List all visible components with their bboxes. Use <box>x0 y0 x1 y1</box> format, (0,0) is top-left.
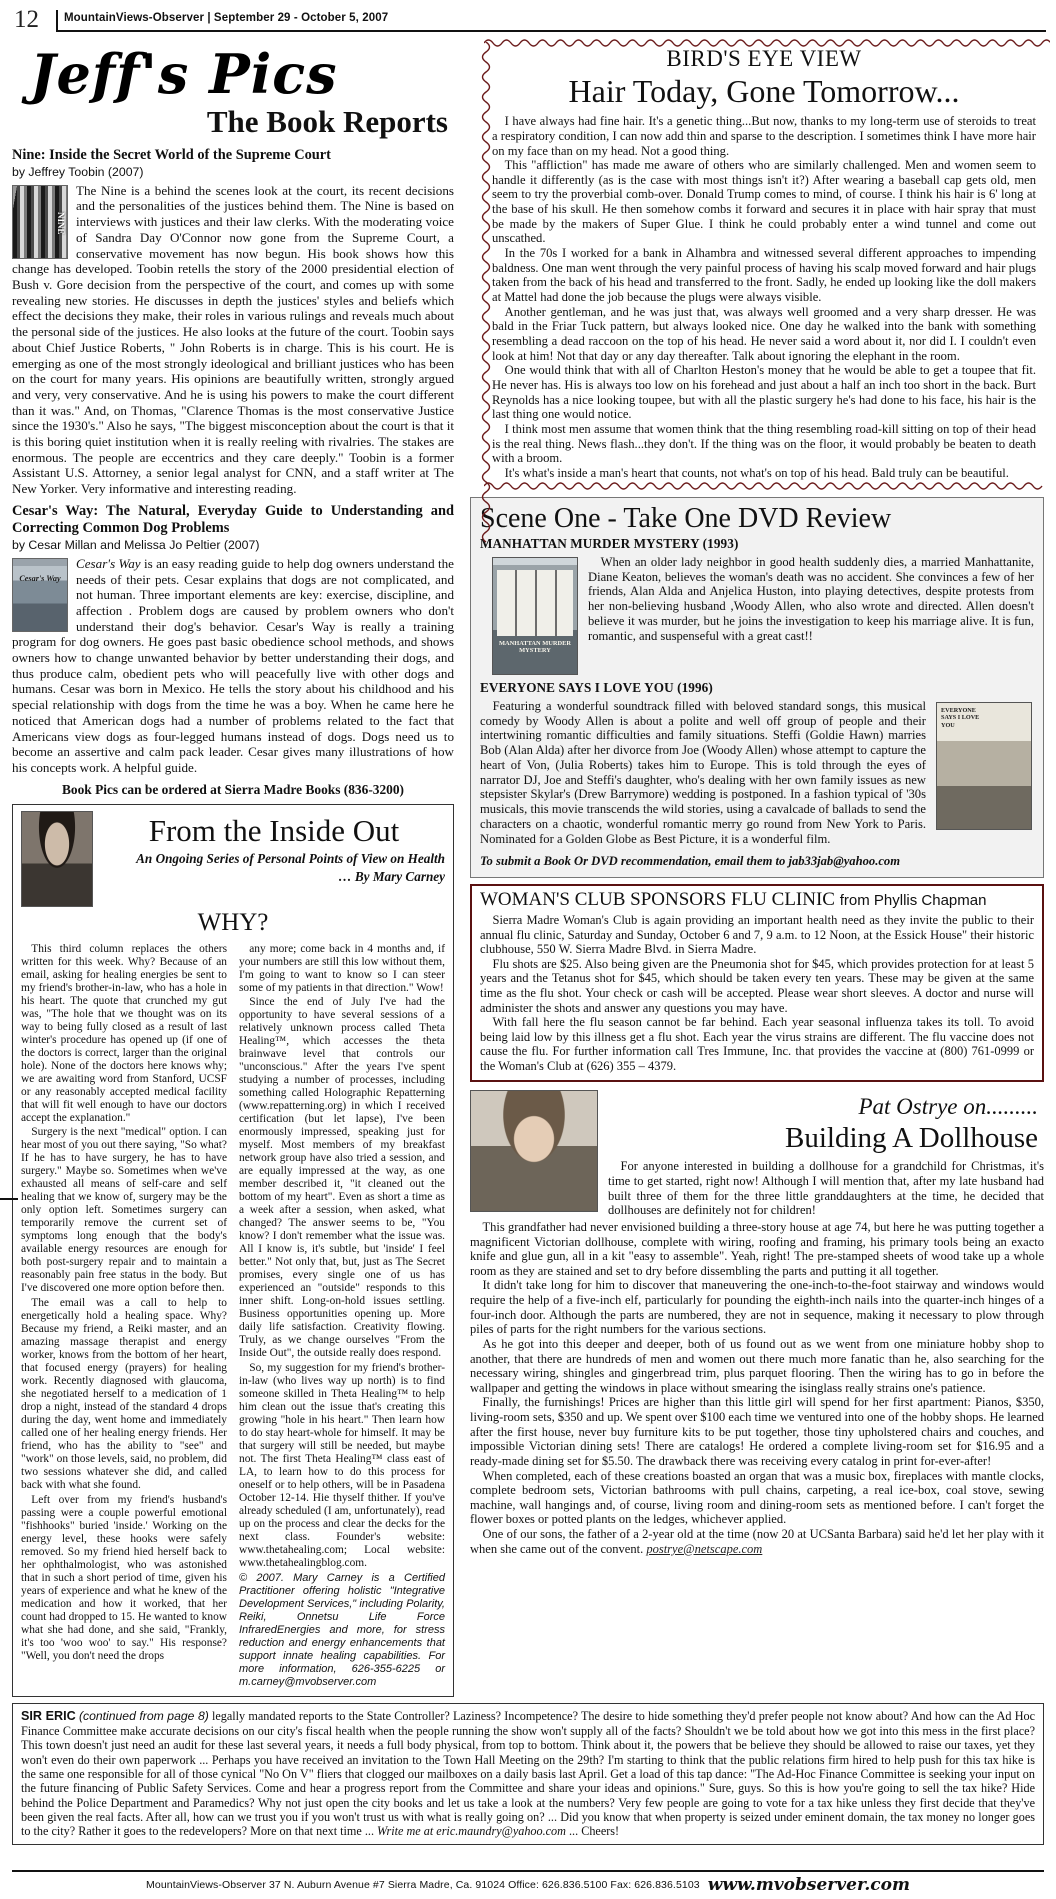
book-author: by Cesar Millan and Melissa Jo Peltier (2007) <box>12 537 260 552</box>
womans-club-flu-clinic-section <box>470 884 1044 1082</box>
book-cover-nine-icon <box>12 185 68 259</box>
headline-credit: from Phyllis Chapman <box>839 892 987 910</box>
birds-eye-view-headline: Hair Today, Gone Tomorrow... <box>568 73 960 109</box>
sir-eric-section <box>12 1703 1044 1845</box>
inside-out-titles <box>103 811 445 885</box>
paragraph: So, my suggestion for my friend's brother-in-law (who lives way up north) is to find someone skilled in Theta Healing™ to help him clean out the issue that's creating this growing "hole in his heart." Then learn how to do stay heart-whole for himself. It may be that surgery will still be needed, but maybe not. The first Theta Healing™ class east of LA, to learn how to do this process for oneself or to help others, will be in Pasadena October 12-14. Hie thyself thither. If you've already scheduled (I am, unfortunately), read up on the process and clear the decks for the next class. Founder's website: www.thetahealing.com; Local website: www.thetahealingblog.com. <box>239 1362 445 1570</box>
paragraph: In the 70s I worked for a bank in Alhambra and witnessed several different approaches to impending baldness. One man went through the very painful process of having his scalp moved forward and hair plugs taken from the back of his head and transferred to the front. Sadly, he ended up looking like the doll makers at Mattel had done the job because the plugs were always visible. <box>492 246 1036 305</box>
book-review-body <box>12 556 454 776</box>
birds-eye-view-section <box>470 38 1044 489</box>
paragraph: Left over from my friend's husband's passing were a couple powerful emotional "fishhooks" buried 'inside.' Working on the energy level, these hooks were safely removed. So my friend hied herself back to her ophthalmologist, who was astonished that in such a short period of time, given his years of experience and what he knew of the medication and how it worked, that her count had dropped to 15. He wanted to know what she had done, and she said, "Frankly, it's too 'woo woo' to say." His response? "Well, you don't need the drops <box>21 1493 227 1662</box>
paragraph: Since the end of July I've had the opportunity to have several sessions of a relatively unknown process called Theta Healing™, which accesses the theta brainwave level that controls our "unconscious." After the years I've spent studying a number of processes, including something called Holographic Repatterning (www.repatterning.org) in which I received certification (but let lapse), I've been enormously impressed, speaking just for myself. Most members of my breakfast network group have also tried a session, and are equally impressed at the way, as one member described it, "it cleaned out the bottom of my heart". Even as short a time as a week after a session, when asked, what changed? The answer seems to be, "You know? I don't remember what the issue was. All I know is, it's subtle, but 'inside' I feel better." Not only that, but, just as The Secret promises, every single one of us has experienced an "outside" responds to this inner shift. Long-on-hold issues settling. Business opportunities opening up. More daily life satisfaction. Creativity flowing. Truly, as we change ourselves "From the Inside Out", the outside really does respond. <box>239 996 445 1360</box>
author-portrait-icon <box>21 811 93 907</box>
footer-rule <box>12 1870 1044 1872</box>
paragraph: Another gentleman, and he was just that, was always well groomed and a very sharp dresser. He was bald in the Friar Tuck pattern, but always looked nice. One day he walked into the bank with something resembling a dead raccoon on the top of his head. He never said a word about it, nor did I. I couldn't even look at him! Not that day or any day thereafter. Talk about ignoring the elephant in the room. <box>492 304 1036 363</box>
book-review-body: The Nine is a behind the scenes look at the court, its recent decisions and the personalities of the justices behind them. The Nine is based on interviews with justices and their law clerks. With the moderating voice of Sandra Day O'Connor now gone from the Supreme Court, a conservative movement has now begun. His book shows how this change has developed. Toobin retells the story of the 2000 presidential election of Bush v. Gore decision from the perspective of the court, and comes up with some revealing new stories. He discusses in depth the justices' styles and beliefs which effect the decisions they make, their roles in various rulings and reveals much about the personal side of the justices. He also looks at the future of the court. Toobin says about Chief Justice Roberts, " John Roberts is in charge. This is his court. He is emerging as one of the most strongly ideological and brilliant justices who has been on the court for many years. His opinions are beautifully written, strongly argued and very, very conservative. And he is using his powers to make the court different than it was." And, on Thomas, "Clarence Thomas is the most conservative Justice since the 1930's." Also he says, "The biggest misconception about the court is that it is this boring quiet institution when it is really reeling with rivalries. The stakes are enormous. The people are eccentrics and they care deeply." Toobin is a former Assistant U.S. Attorney, a senior legal analyst for CNN, and a staff writer at The New Yorker. Very informative and interesting reading. <box>12 182 454 497</box>
pat-ostrye-body <box>470 1220 1044 1556</box>
pat-ostrye-intro <box>608 1159 1044 1218</box>
paragraph: When completed, each of these creations boasted an organ that was a music box, fireplaces with mantle clocks, complete bedroom sets, Victorian bathrooms with pull chains, carpeting, a real ice-box, coal stove, sewing machine, wall hangings and, of course, living room and dining-room sets as mentioned before. I can't forget the flower boxes or potted plants on the ledges, whichever applied. <box>470 1468 1044 1527</box>
sir-eric-signoff-end: ... Cheers! <box>569 1824 620 1839</box>
headline-text: WOMAN'S CLUB SPONSORS FLU CLINIC <box>480 889 835 911</box>
sir-eric-signoff: Write me at eric.maundry@yahoo.com <box>377 1824 566 1839</box>
paragraph: Featuring a wonderful soundtrack filled with beloved standard songs, this musical comedy by Woody Allen is about a polite and well off group of people and their intertwining romantic difficulties and family situations. Steffi (Goldie Hawn) marries Bob (Alan Alda) after her divorce from Joe (Woody Allen) whose attempt to capture the heart of Von, (Julia Roberts) takes him to Europe. This is told through the eyes of narrator DJ, Joe and Steffi's daughter, who's dealing with her own family issues as new stepsister Skylar's (Drew Barrymore) wedding is postponed. In a fashion typical of '30s musicals, this movie transcends the wild stories, using a cavalcade of ballads to send the characters on a chaotic, wonderful romantic merry go round from New York to Paris. Nominated for a Golden Globe as Best Picture, it is a wonderful film. <box>480 698 926 846</box>
paragraph: One would think that with all of Charlton Heston's money that he would be able to get a toupee that fit. He never has. His is always too low on his forehead and just about a half an inch too short in the back. Burt Reynolds has a nice looking toupee, but with all the plastic surgery he's had done to his face, his hair is the last thing one would notice. <box>492 363 1036 422</box>
dvd-submit-note: To submit a Book Or DVD recommendation, email them to jab33jab@yahoo.com <box>480 854 901 869</box>
inside-out-subtitle: An Ongoing Series of Personal Points of View on Health <box>136 851 445 867</box>
book-cover-cesars-way-icon <box>12 558 68 632</box>
left-column <box>12 38 464 1697</box>
paragraph: This grandfather had never envisioned building a three-story house at age 74, but here he was putting together a magnificent Victorian dollhouse, complete with wiring, roofing and framing, his primary tools being an exacto knife and glue gun, all in a kit "easy to assemble". Yeah, right! The pre-stamped sheets of wood take up a whole room as they are stained and set to dry before dissembling the parts and putting it all together. <box>470 1219 1044 1278</box>
paragraph-text: One of our sons, the father of a 2-year old at the time (now 20 at UCSanta Barbara) said he'd let her play with it when she came out of the convent. <box>470 1527 1044 1556</box>
dvd-cover-manhattan-murder-mystery-icon <box>492 557 578 675</box>
squiggle-border-top-icon <box>484 38 1050 48</box>
book-title-inline: Cesar's Way <box>76 555 141 571</box>
paragraph: Flu shots are $25. Also being given are the Pneumonia shot for $45, which provides protection for at least 5 years and the Tetanus shot for $45, which should be taken every ten years. These may be given at the same time as the flu shot. Your check or cash will be accepted. Please wear short sleeves. A doctor and nurse will administer the shots and answer any questions you may have. <box>480 956 1034 1015</box>
footer-website-url: www.mvobserver.com <box>707 1875 910 1895</box>
book-author: by Jeffrey Toobin (2007) <box>12 164 144 179</box>
paragraph: Sierra Madre Woman's Club is again providing an important health need as they invite the public to their annual flu clinic, Saturday and Sunday, October 6 and 7, 9 a.m. to 12 Noon, at the Essick House" their historic clubhouse, 550 W. Sierra Madre Blvd. in Sierra Madre. <box>480 913 1034 957</box>
paragraph: This third column replaces the others written for this week. Why? Because of an email, asking for healing energies be sent to my friend's brother-in-law, who has a hole in his heart. The quote that crunched my gut was, "The hole that we thought was on its way to being fully closed as a result of last winter's procedure has opened up (if one of the doctors is correct, larger than the original hole). None of the doctors here knows why; we are awaiting word from Stanford, UCSF or any reasonably accepted medical facility that will fit well enough to have our doctors accept the explanation." <box>21 942 227 1124</box>
dvd-cover-everyone-says-i-love-you-icon <box>936 702 1032 830</box>
book-review-text: is an easy reading guide to help dog owners understand the needs of their pets. Cesar explains that dogs are not complicated, and not human. Three important elements are key: exercise, discipline, and affection . Problem dogs are caused by problem owners who don't understand their dog's behavior. Cesar's Way is really a training program for dog owners. He goes past basic obedience school methods, and shows owners how to change unwanted behavior by better understanding their dogs, and thus produce calm, obedient pets who will peacefully live with other dogs and humans. Cesar was born in Mexico. He tells the story about his childhood and his special relationship with dogs from the time he was a boy. When he came here he noticed that American dogs had a number of problems related to the fact that Americans view dogs as four-legged humans instead of dogs. Dogs need us to become an assertive and calm pack leader. Cesar gives many illustrations of how his concepts work. A helpful guide. <box>12 555 454 775</box>
book-reports-title: The Book Reports <box>206 103 448 139</box>
dvd-film-heading: EVERYONE SAYS I LOVE YOU (1996) <box>480 679 713 695</box>
birds-eye-view-label: BIRD'S EYE VIEW <box>666 46 862 71</box>
inside-out-title: From the Inside Out <box>148 812 400 848</box>
paragraph: When an older lady neighbor in good health suddenly dies, a married Manhattanite, Diane Keaton, believes the woman's death was no accident. She convinces a few of her friends, Alan Alda and Anjelica Huston, into playing detectives, despite protests from her non-believing husband ,Woody Allen, who also wrote and directed. Allen doesn't believe it was murder, but he joins the investigation to keep his marriage alive. It is fun, romantic, and suspenseful with a great cast!! <box>588 554 1034 643</box>
masthead <box>0 8 1056 38</box>
squiggle-border-bottom-icon <box>484 481 1050 491</box>
book-order-line: Book Pics can be ordered at Sierra Madre Books (836-3200) <box>61 781 405 797</box>
sir-eric-body <box>21 1709 1035 1838</box>
inside-out-byline: … By Mary Carney <box>338 869 445 885</box>
paragraph: I have always had fine hair. It's a genetic thing...But now, thanks to my long-term use of steroids to treat a respiratory condition, I can now add thin and sparse to the description. I sometimes think I have more hair on my face than on my head. Not a good thing. <box>492 114 1036 158</box>
pat-ostrye-titles <box>608 1090 1044 1218</box>
page-number: 12 <box>14 6 39 33</box>
crop-mark <box>0 1198 18 1200</box>
pat-ostrye-header <box>470 1090 1044 1218</box>
email-link[interactable]: postrye@netscape.com <box>646 1541 763 1556</box>
womans-club-headline <box>480 890 1034 911</box>
inside-out-heading: WHY? <box>197 908 269 936</box>
paragraph <box>470 1527 1044 1556</box>
masthead-publication-line: MountainViews-Observer | September 29 - October 5, 2007 <box>64 12 389 24</box>
squiggle-border-left-icon <box>480 42 492 547</box>
inside-out-copyright-note: © 2007. Mary Carney is a Certified Practitioner offering holistic "Integrative Development Services," including Polarity, Reiki, Onnetsu Life Force InfraredEnergies and more, for stress reduction and energy enhancements that support innate healing capabilities. For more information, 626-355-6225 or m.carney@mvobserver.com <box>239 1571 445 1688</box>
paragraph: The email was a call to help to energetically hold a healing space. Why? Because my friend, a Reiki master, and an amazing massage therapist and energy worker, knows from the bottom of her heart, that focused energy (prayers) for healing work. Recently diagnosed with glaucoma, she negotiated herself to a medication of 1 drop a night, instead of the standard 4 drops during the day, went home and immediately called one of her healing energy friends. Her friend, who has the ability to "see" and "work" on those levels, said, no problem, did two sessions whatever she did, and called back with what she found. <box>21 1297 227 1492</box>
paragraph: For anyone interested in building a dollhouse for a grandchild for Christmas, it's time to get started, right now! Although I will mention that, after my late husband had built three of them for the three little granddaughters at the time, he decided that dollhouses are definitely not for children! <box>608 1159 1044 1218</box>
jeffs-pics-logo: Jeff's Pics <box>30 42 338 106</box>
right-column <box>464 38 1044 1697</box>
paragraph: As he got into this deeper and deeper, both of us found out as we went from one miniature hobby shop to another, that there are hundreds of men and women out there much more fanatic than he, also searching for the necessary wiring, shingles and gingerbread trim, plus parquet flooring. Then the wiring has to go in before the wallpaper and getting the windows in place without smearing the isinglass really strains one's patience. <box>470 1336 1044 1395</box>
paragraph: This "affliction" has made me aware of others who are similarly challenged. Men and women seem to handle it differently (as is the case with most things isn't it?) After wearing a baseball cap gets old, men seem to try the proverbial comb-over. Donald Trump comes to mind, of course. I think his hair is 6' long at the base of his skull. He then somehow combs it forward and secures it in place with hair spray that must be made by the makers of Super Glue. I think he could probably enter a wind tunnel and come out unscathed. <box>492 158 1036 246</box>
book-title: Nine: Inside the Secret World of the Supreme Court <box>12 146 331 163</box>
paragraph: With fall here the flu season cannot be far behind. Each year seasonal influenza takes its toll. To avoid being laid low by this illness get a flu shot. Each year the virus strains are different. The flu vaccine does not cause the flu. For further information call Tres Immune, Inc. that provides the vaccine at (800) 761-0999 or the Woman's Club at (626) 355 – 4379. <box>480 1015 1034 1073</box>
sir-eric-label: SIR ERIC <box>21 1709 76 1724</box>
dvd-film-heading: MANHATTAN MURDER MYSTERY (1993) <box>480 535 739 551</box>
book-title: Cesar's Way: The Natural, Everyday Guide to Understanding and Correcting Common Dog Problems <box>12 502 454 536</box>
paragraph: any more; come back in 4 months and, if your numbers are still this low without them, I'm going to want to know so I can steer some of my patients in that direction." Wow! <box>239 942 445 994</box>
paragraph: Surgery is the next "medical" option. I can hear most of you out there saying, "So what? If he has to have surgery, he has to have surgery." Maybe so. Sometimes when we've exhausted all means of self-care and self healing that we know of, surgery may be the only option left. Sometimes surgery can temporarily remove the current set of symptoms long enough that the body's available energy resources are enough for both post-surgery repair and to maintain a reasonably pain free status in the body. But I've discovered one more option before then. <box>21 1126 227 1295</box>
dvd-review-section <box>470 497 1044 879</box>
paragraph: It didn't take long for him to discover that maneuvering the one-inch-to-the-foot stairway and windows would require the help of a five-inch elf, particularly for pounding the eighth-inch nails into the quarter-inch hinges of a four-inch door. Although the parts are numbered, they are not in sequence, making it necessary to plow through piles of parts for the right numbers for the various sections. <box>470 1278 1044 1337</box>
newspaper-page <box>0 8 1056 1899</box>
paragraph: Finally, the furnishings! Prices are higher than this little girl will spend for her first apartment: Pianos, $350, living-room sets, $350 and up. We spent over $100 each time we ventured into one of the hobby shops. He learned after the first house, never buy furniture kits to be put together, those tiny upholstered chairs and couches, and impossible Victorian dining sets! There are catalogs! He ordered a complete living-room set for $16.95 and a ready-made dining set for $5.50. The drawback there was receiving every catalog in print for-ever-after! <box>470 1395 1044 1468</box>
book-entry <box>12 147 454 497</box>
sir-eric-text: legally mandated reports to the State Controller? Laziness? Incompetence? The desire to hide something they'd prefer people not know about? And how can the Ad Hoc Finance Committee make accurate decisions on our city's fiscal health when the people running the show won't supply all of the facts? Shouldn't we be told about how we got into this mess in the first place? This town doesn't just need an audit for these last several years, it needs a full body physical, from top to bottom. Think about it, the powers that be believe they should be allowed to raise our taxes, yet they won't even do their own paperwork ... Perhaps you have received an invitation to the Town Hall Meeting on the 29th? I'm starting to think that the public relations firm hired to help push for this tax hike is the same one responsible for all of those cynical "No On V" fliers that clogged our mailboxes on a daily basis last April. Get a load of this tap dance: "The Ad-Hoc Finance Committee is seeking your input on the future financing of Public Safety Services. Come and hear a progress report from the Committee and share your ideas and opinions." Sure, guys. So this is how you're going to sell the tax hike? Hide behind the Police Department and Paramedics? Why not just open the city books and let us take a look at the numbers? Very few people are going to vote for a tax hike unless they first decide that they've been given the real facts. After all, how can we trust you if you won't trust us with what is really going on? ... Did you know that when property is seized under eminent domain, the tax money no longer goes to the city? Rather it goes to the redevelopers? More on that next time ... <box>21 1709 1035 1839</box>
sir-eric-continued-note: (continued from page 8) <box>78 1709 209 1724</box>
pat-ostrye-byline: Pat Ostrye on......... <box>858 1094 1038 1120</box>
pat-ostrye-section <box>470 1090 1044 1556</box>
author-portrait-icon <box>470 1090 598 1212</box>
paragraph: I think most men assume that women think that the thing resembling road-kill sitting on top of their head is the real thing. News flash...they don't. If the thing was on the floor, it would probably be beaten to death with a broom. <box>492 421 1036 466</box>
paragraph: It's what's inside a man's heart that counts, not what's on top of his head. Bald truly can be beautiful. <box>504 465 1009 480</box>
page-columns <box>0 38 1056 1697</box>
womans-club-body <box>480 913 1034 1073</box>
footer-contact-line: MountainViews-Observer 37 N. Auburn Avenue #7 Sierra Madre, Ca. 91024 Office: 626.836.5100 Fax: 626.836.5103 <box>146 1879 700 1891</box>
from-the-inside-out-section <box>12 804 454 1698</box>
inside-out-body <box>21 943 445 1689</box>
dvd-review-title: Scene One - Take One DVD Review <box>480 502 892 534</box>
book-entry <box>12 503 454 776</box>
inside-out-header <box>21 811 445 907</box>
page-footer <box>0 1870 1056 1895</box>
pat-ostrye-title: Building A Dollhouse <box>785 1122 1038 1155</box>
birds-eye-view-body <box>492 114 1036 480</box>
